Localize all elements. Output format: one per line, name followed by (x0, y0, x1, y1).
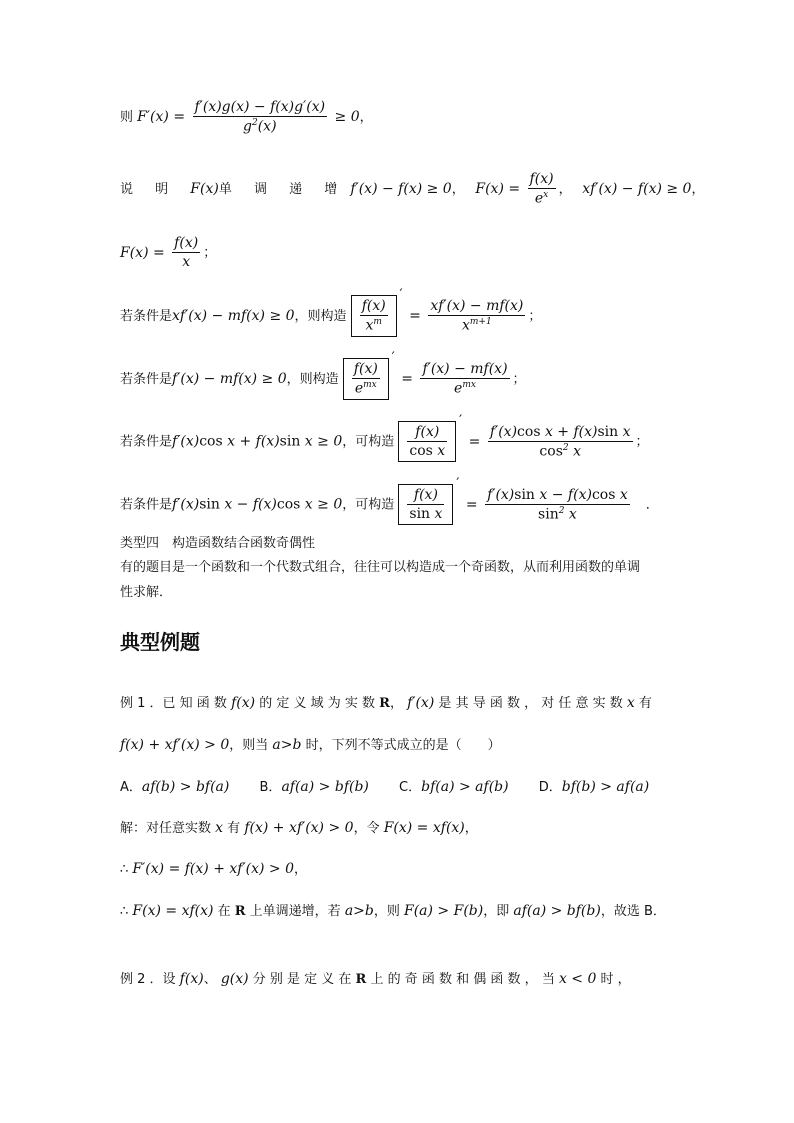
formula-fx-over-x: F(x) = $\frac{f(x)}{x}$ ； (120, 235, 217, 270)
option-d: D．bf(b) > af(a) (538, 779, 650, 795)
condition-f-minus-mf: 若条件是f′(x) − mf(x) ≥ 0，则构造 $\frac{f(x)}{e^{mx}}$ ′ = $\frac{f'(x) - mf(x)}{e^{mx}}$ ； (120, 358, 526, 400)
solution-line2: ∴ F′(x) = f(x) + xf′(x) > 0， (120, 861, 308, 877)
example1-statement-line1: 例 1 ．已 知 函 数 f(x) 的 定 义 域 为 实 数 R， f′(x) 是 其 导 函 数 ， 对 任 意 实 数 x 有 (120, 695, 652, 711)
monotone-explanation: 说 明 F(x)单 调 递 增 f′(x) − f(x) ≥ 0， F(x) = $\frac{f(x)}{e^x}$ ， xf′(x) − f(x) ≥ 0， (120, 171, 705, 207)
type4-title: 类型四 构造函数结合函数奇偶性 (120, 536, 316, 551)
example2-statement: 例 2 ．设 f(x)、 g(x) 分 别 是 定 义 在 R 上 的 奇 函 数 和 偶 函 数 ， 当 x < 0 时 ， (120, 971, 631, 987)
condition-sin: 若条件是f′(x)sin x − f(x)cos x ≥ 0，可构造 $\frac{f(x)}{\text{sin x}}$ ′ = $\frac{\text{f′(x)sin x − f(x)cos x}}{\sin^2 x}$ ． (120, 484, 659, 525)
example1-options (120, 780, 649, 794)
option-c: C．bf(a) > af(b) (399, 779, 509, 795)
solution-line3: ∴ F(x) = xf(x) 在 R 上单调递增，若 a>b，则 F(a) > F(b)，即 af(a) > bf(b)，故选 B． (120, 903, 666, 919)
solution-line1: 解：对任意实数 x 有 f(x) + xf′(x) > 0，令 F(x) = xf(x)， (120, 820, 478, 836)
section-heading: 典型例题 (120, 630, 200, 654)
condition-xf-minus-mf: 若条件是xf′(x) − mf(x) ≥ 0，则构造 $\frac{f(x)}{x^m}$ ′ = $\frac{xf'(x) - mf(x)}{x^{m+1}}$ ； (120, 295, 541, 337)
type4-body-line1: 有的题目是一个函数和一个代数式组合，往往可以构造成一个奇函数，从而利用函数的单调 (120, 560, 641, 575)
option-a: A．af(b) > bf(a) (120, 779, 230, 795)
option-b: B．af(a) > bf(b) (259, 779, 369, 795)
condition-cos: 若条件是f′(x)cos x + f(x)sin x ≥ 0，可构造 $\frac{f(x)}{\text{cos x}}$ ′ = $\frac{\text{f′(x)cos x + f(x)sin x}}{\cos^2 x}$ ； (120, 421, 649, 462)
example1-statement-line2: f(x) + xf′(x) > 0，则当 a>b 时，下列不等式成立的是（ ） (120, 737, 501, 753)
type4-body-line2: 性求解． (120, 585, 173, 600)
formula-quotient-derivative: 则 F′(x) = $\frac{f'(x)g(x) - f(x)g'(x)}{g^2(x)}$ ≥ 0， (120, 99, 373, 135)
